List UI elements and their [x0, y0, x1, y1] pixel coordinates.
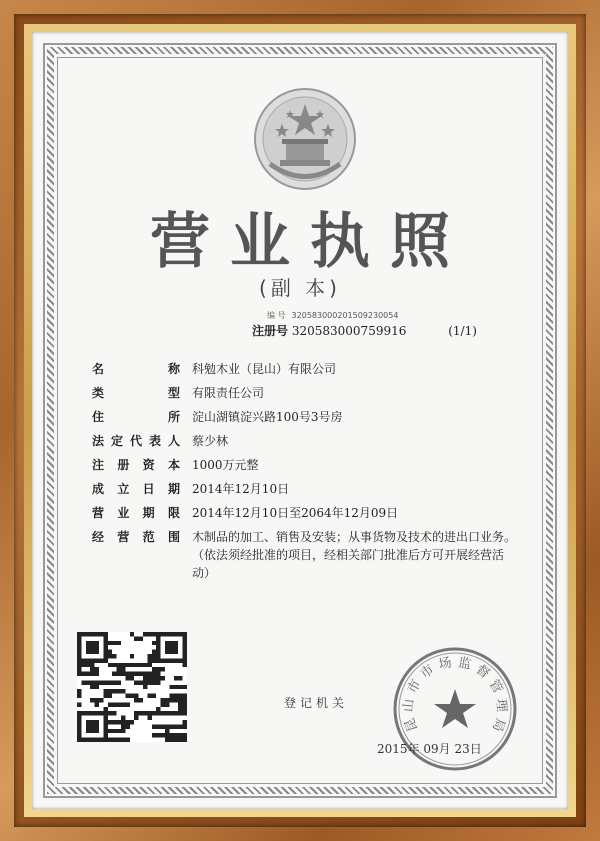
field-value: 科勉木业（昆山）有限公司: [192, 362, 337, 376]
field-value: 淀山湖镇淀兴路100号3号房: [192, 410, 343, 424]
field-row-type: [92, 384, 522, 402]
national-emblem-icon: [250, 84, 360, 194]
page-indicator: (1/1): [448, 324, 477, 338]
seal-ring-char: 市: [405, 677, 425, 697]
serial-number: [267, 310, 398, 321]
field-row-name: [92, 360, 522, 378]
seal-ring-char: 山: [401, 698, 418, 713]
seal-ring-char: 理: [492, 698, 509, 713]
seal-ring-char: 督: [472, 662, 493, 683]
field-value: 木制品的加工、销售及安装；从事货物及技术的进出口业务。（依法须经批准的项目，经相关部门批准后方可开展经营活动）: [192, 530, 517, 580]
qr-code-icon: [77, 632, 187, 742]
field-key: 法定代表人: [92, 434, 180, 448]
document-subtitle: (副 本): [259, 276, 341, 300]
field-row-capital: [92, 456, 522, 474]
seal-ring-char: 局: [488, 716, 508, 734]
field-row-term: [92, 504, 522, 522]
field-value: 有限责任公司: [192, 386, 265, 400]
registration-office-label: 登记机关: [284, 696, 349, 710]
field-value: 2014年12月10日至2064年12月09日: [192, 506, 399, 520]
seal-ring-char: 场: [437, 655, 454, 673]
field-value: 2014年12月10日: [192, 482, 290, 496]
field-key: 注册资本: [92, 458, 180, 472]
seal-ring-char: 监: [456, 655, 473, 673]
seal-ring-char: 市: [417, 662, 438, 683]
document-title: 营业执照: [150, 207, 470, 277]
serial-value: 320583000201509230054: [291, 311, 399, 320]
field-row-legal-rep: [92, 432, 522, 450]
license-document: [32, 32, 568, 809]
field-key: 成立日期: [92, 482, 180, 496]
registration-value: 320583000759916: [291, 324, 407, 338]
field-value: 蔡少林: [192, 434, 229, 448]
seal-ring-char: 管: [485, 677, 505, 697]
field-value: 1000万元整: [192, 458, 259, 472]
field-key: 营业期限: [92, 506, 180, 520]
field-key: 类型: [92, 386, 180, 400]
registration-number: [252, 322, 477, 339]
field-row-established: [92, 480, 522, 498]
field-key: 住所: [92, 410, 180, 424]
serial-label: 编 号: [267, 311, 286, 320]
issue-date: 2015年 09月 23日: [377, 742, 482, 756]
field-key: 名称: [92, 362, 180, 376]
registration-label: 注册号: [252, 324, 289, 338]
seal-ring-char: 昆: [402, 716, 422, 734]
field-key: 经营范围: [92, 530, 180, 544]
field-row-address: [92, 408, 522, 426]
field-row-scope: [92, 528, 522, 582]
